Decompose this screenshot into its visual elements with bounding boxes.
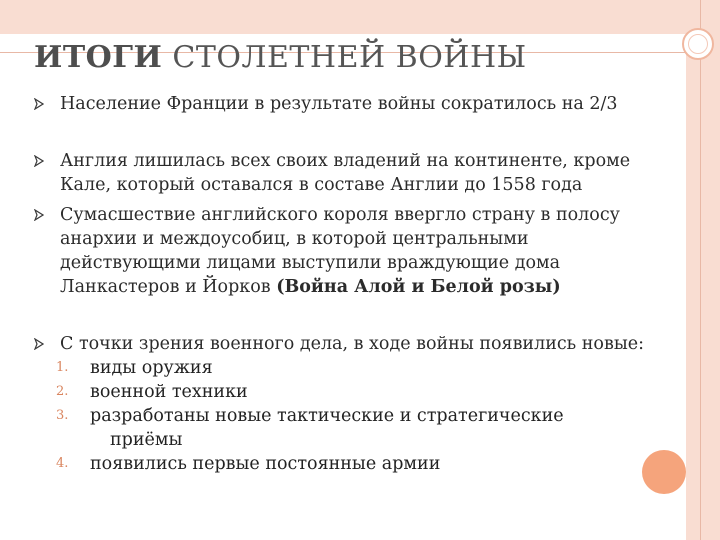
bullet-text-line: Кале, который оставался в составе Англии до 1558 года <box>60 175 583 195</box>
title-bold-part: ИТОГИ <box>34 40 163 75</box>
arrow-bullet-icon <box>34 98 44 110</box>
numbered-subitem <box>34 356 674 380</box>
bullet-item-king-madness <box>34 203 674 299</box>
bullet-item-military <box>34 332 674 356</box>
arrow-bullet-icon <box>34 209 44 221</box>
slide-frame-right <box>686 0 720 540</box>
subitem-text: появились первые постоянные армии <box>90 454 441 474</box>
subitem-text: приёмы <box>110 430 183 450</box>
orange-circle-decoration <box>642 450 686 494</box>
frame-vertical-line <box>700 0 701 540</box>
subitem-text: виды оружия <box>90 358 213 378</box>
bullet-text: Население Франции в результате войны сократилось на 2/3 <box>60 94 618 114</box>
subitem-text: разработаны новые тактические и стратегические <box>90 406 564 426</box>
numbered-subitem <box>34 404 674 428</box>
subitem-number: 3. <box>56 408 69 423</box>
numbered-subitem-continuation <box>34 428 674 452</box>
slide-title <box>34 40 527 75</box>
numbered-subitem <box>34 452 674 476</box>
corner-ring-inner-decoration <box>688 34 708 54</box>
bullet-text-line <box>60 275 674 299</box>
bullet-text-line: действующими лицами выступили враждующие дома <box>60 253 561 273</box>
bullet-item-england-lost-lands <box>34 149 674 197</box>
subitem-text: военной техники <box>90 382 248 402</box>
bullet-text-plain: Ланкастеров и Йорков <box>60 277 277 297</box>
arrow-bullet-icon <box>34 155 44 167</box>
subitem-number: 4. <box>56 456 69 471</box>
bullet-list <box>34 92 674 476</box>
slide-frame-top <box>0 0 720 34</box>
title-rest-part: СТОЛЕТНЕЙ ВОЙНЫ <box>172 40 527 75</box>
bullet-text-line: анархии и междоусобиц, в которой центральными <box>60 229 529 249</box>
arrow-bullet-icon <box>34 338 44 350</box>
bullet-text-line: Англия лишилась всех своих владений на континенте, кроме <box>60 151 631 171</box>
numbered-subitem <box>34 380 674 404</box>
bullet-text-bold: (Война Алой и Белой розы) <box>276 277 561 297</box>
numbered-sublist <box>34 356 674 476</box>
subitem-number: 2. <box>56 384 69 399</box>
subitem-number: 1. <box>56 360 69 375</box>
bullet-item-population <box>34 92 674 116</box>
bullet-text-line: Сумасшествие английского короля ввергло страну в полосу <box>60 205 620 225</box>
bullet-text: С точки зрения военного дела, в ходе войны появились новые: <box>60 334 645 354</box>
